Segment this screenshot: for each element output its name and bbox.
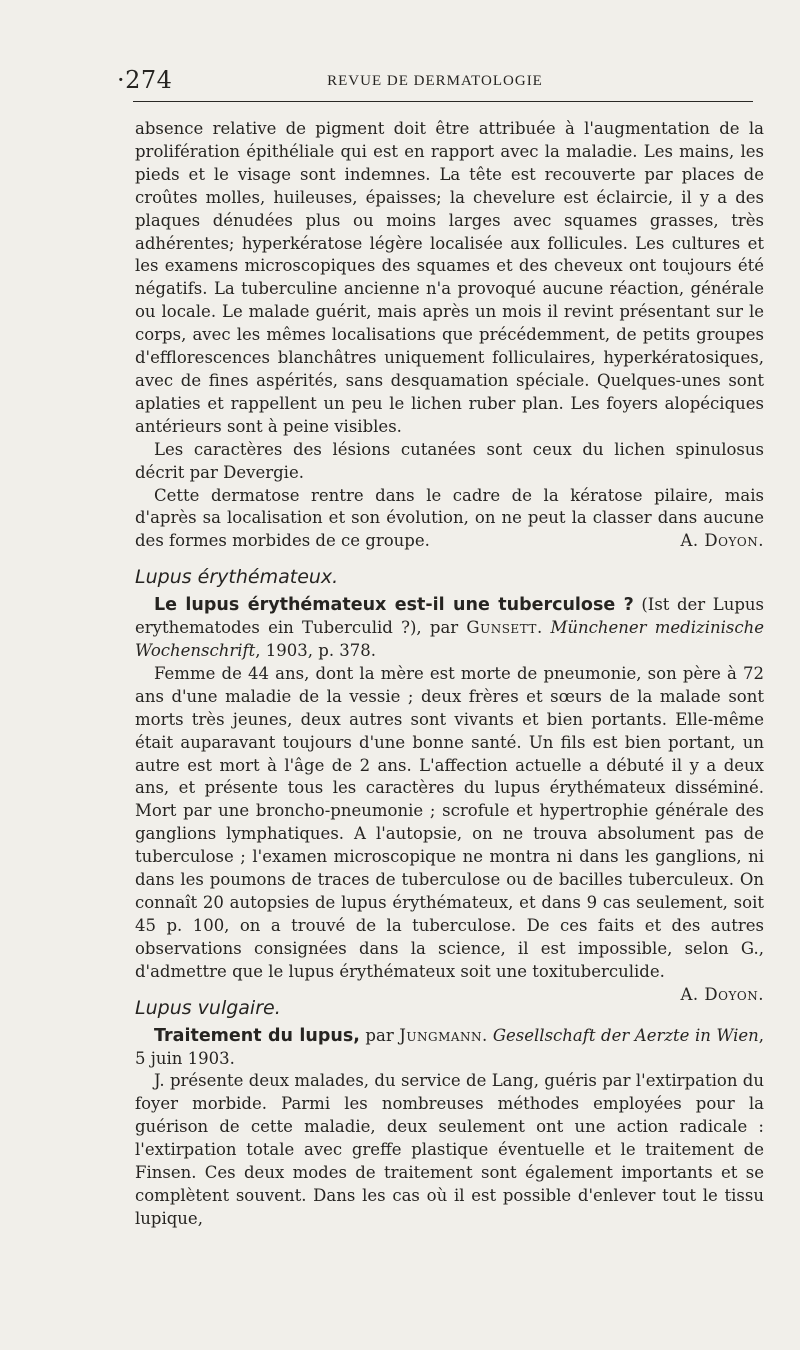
entry2-author: Jungmann xyxy=(399,1025,483,1045)
article-paragraph-2: Les caractères des lésions cutanées sont ceux du lichen spinulosus décrit par Devergie. xyxy=(135,439,764,482)
article-paragraph-3-text: Cette dermatose rentre dans le cadre de la kératose pilaire, mais d'après sa localisation et son évolution, on ne peut la classer dans aucune des formes morbides de ce groupe. xyxy=(135,485,764,551)
entry2-title: Traitement du lupus, xyxy=(154,1025,360,1046)
running-title: REVUE DE DERMATOLOGIE xyxy=(327,73,543,89)
entry2-body-paragraph: J. présente deux malades, du service de Lang, guéris par l'extirpation du foyer morbide. Parmi les nombreuses méthodes employées pour la guérison de cette maladie, deux seulement ont une action radicale : l'extirpation totale avec greffe plastique éventuelle et le traitement de Finsen. Ces deux modes de traitement sont également importants et se complètent souvent. Dans les cas où il est possible d'enlever tout le tissu lupique, xyxy=(135,1071,764,1228)
body-text xyxy=(135,118,764,1231)
page-number: ·274 xyxy=(117,66,173,94)
entry2-citation xyxy=(135,1025,764,1071)
entry2-ref-c: , 5 juin 1903. xyxy=(135,1025,765,1068)
entry-signoff: A. Doyon. xyxy=(680,984,764,1004)
entry2-ref-a: par xyxy=(359,1025,400,1045)
entry-ref-b: . xyxy=(536,618,551,638)
section-heading-lupus-erythemateux: Lupus érythémateux. xyxy=(135,566,339,589)
article-continuation-paragraph: absence relative de pigment doit être attribuée à l'augmentation de la prolifération épithéliale qui est en rapport avec la maladie. Les mains, les pieds et le visage sont indemnes. La tête est recouverte par places de croûtes molles, huileuses, épaisses; la chevelure est éclaircie, il y a des plaques dénudées plus ou moins larges avec squames grasses, très adhérentes; hyperkératose légère localisée aux follicules. Les cultures et les examens microscopiques des squames et des cheveux ont toujours été négatifs. La tuberculine ancienne n'a provoqué aucune réaction, générale ou locale. Le malade guérit, mais après un mois il revint présentant sur le corps, avec les mêmes localisations que précédemment, de petits groupes d'efflorescences blanchâtres uniquement folliculaires, hyperkératosiques, avec de fines aspérités, sans desquamation spéciale. Quelques-unes sont aplaties et rappellent un peu le lichen ruber plan. Les foyers alopéciques antérieurs sont à peine visibles. xyxy=(135,119,764,436)
entry-ref-c: , 1903, p. 378. xyxy=(255,641,377,661)
entry-title: Le lupus érythémateux est-il une tuberculose ? xyxy=(154,595,634,616)
section-heading-lupus-vulgaire: Lupus vulgaire. xyxy=(135,996,281,1019)
article-paragraph-3 xyxy=(135,485,764,554)
entry-journal: Münchener medizinische Wochenschrift xyxy=(135,618,764,661)
entry-citation xyxy=(135,594,764,663)
entry2-ref-b: . xyxy=(482,1025,493,1045)
entry2-journal: Gesellschaft der Aerzte in Wien xyxy=(492,1025,759,1045)
page-header xyxy=(117,66,753,98)
header-rule xyxy=(133,101,753,102)
article-signoff: A. Doyon. xyxy=(680,531,764,551)
entry-body-text: Femme de 44 ans, dont la mère est morte de pneumonie, son père à 72 ans d'une maladie de la vessie ; deux frères et sœurs de la malade sont morts très jeunes, deux autres sont vivants et bien portants. Elle-même était auparavant toujours d'une bonne santé. Un fils est bien portant, un autre est mort à l'âge de 2 ans. L'affection actuelle a débuté il y a deux ans, et présente tous les caractères du lupus érythémateux disséminé. Mort par une broncho-pneumonie ; scrofule et hypertrophie générale des ganglions lymphatiques. A l'autopsie, on ne trouva absolument pas de tuberculose ; l'examen microscopique ne montra ni dans les ganglions, ni dans les poumons de traces de tuberculose ou de bacilles tuberculeux. On connaît 20 autopsies de lupus érythémateux, et dans 9 cas seulement, soit 45 p. 100, on a trouvé de la tuberculose. De ces faits et des autres observations consignées dans la science, il est impossible, selon G., d'admettre que le lupus érythémateux soit une toxituberculide. xyxy=(135,663,764,981)
entry-body-paragraph xyxy=(135,663,764,1004)
entry-ref-a: (Ist der Lupus erythematodes ein Tuberculid ?), par xyxy=(135,595,764,638)
entry-author: Gunsett xyxy=(466,618,537,638)
